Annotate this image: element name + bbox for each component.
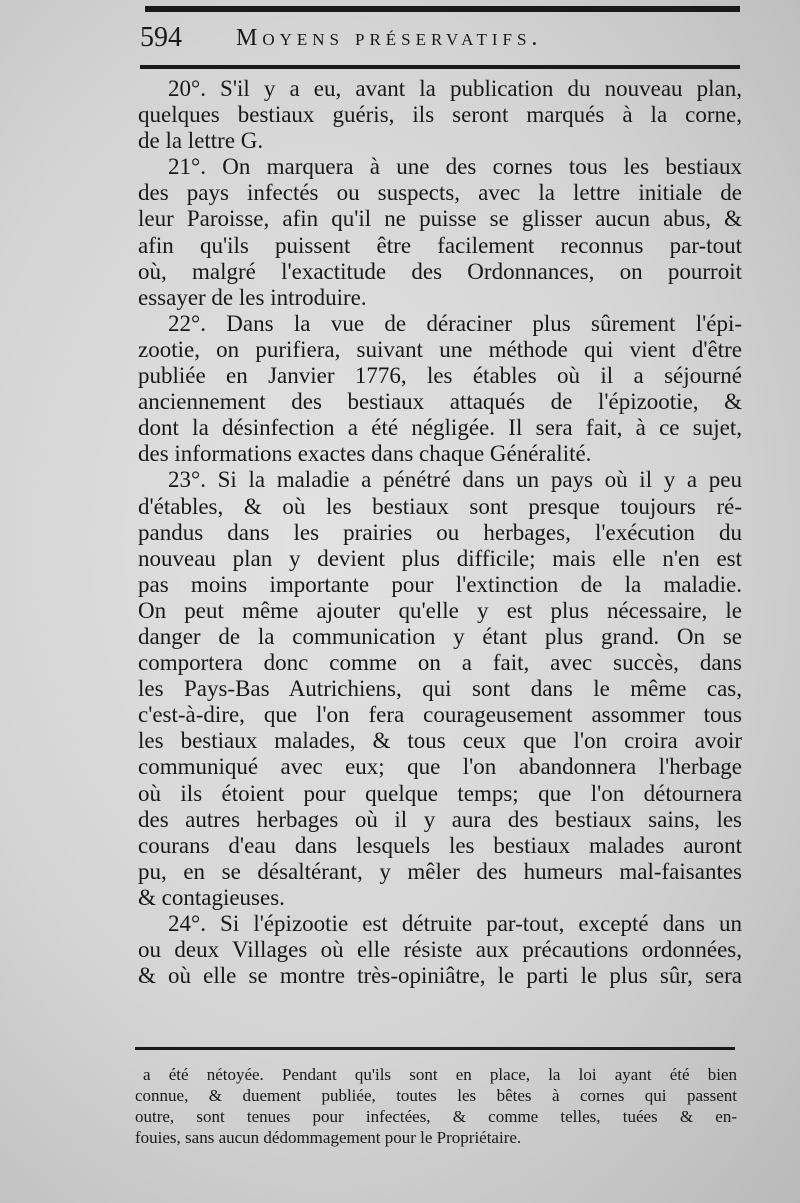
text-line: communiqué avec eux; que l'on abandonnera l'herbage — [138, 754, 742, 780]
text-line: pu, en se désaltérant, y mêler des humeurs mal-faisantes — [138, 858, 742, 884]
text-line: & où elle se montre très-opiniâtre, le parti le plus sûr, sera — [138, 963, 742, 989]
text-line: leur Paroisse, afin qu'il ne puisse se glisser aucun abus, & — [138, 206, 742, 232]
main-text — [138, 76, 742, 989]
text-line: 21°. On marquera à une des cornes tous les bestiaux — [168, 154, 742, 180]
text-line: les bestiaux malades, & tous ceux que l'on croira avoir — [138, 728, 742, 754]
text-line: danger de la communication y étant plus grand. On se — [138, 623, 742, 649]
text-line: de la lettre G. — [138, 128, 264, 154]
text-line: dont la désinfection a été négligée. Il sera fait, à ce sujet, — [138, 415, 742, 441]
text-line: pandus dans les prairies ou herbages, l'exécution du — [138, 519, 742, 545]
footnote-line: outre, sont tenues pour infectées, & comme telles, tuées & en- — [135, 1107, 737, 1126]
text-line: & contagieuses. — [138, 884, 285, 910]
text-line: d'étables, & où les bestiaux sont presque toujours ré- — [138, 493, 742, 519]
running-head — [140, 18, 740, 58]
paragraph — [138, 467, 742, 911]
footnote-rule — [135, 1047, 735, 1050]
text-line: 20°. S'il y a eu, avant la publication du nouveau plan, — [168, 76, 742, 101]
paragraph — [138, 154, 742, 311]
text-line: comportera donc comme on a fait, avec succès, dans — [138, 650, 742, 676]
paragraph — [138, 311, 742, 468]
footnote — [135, 1064, 737, 1148]
running-title: Moyens préservatifs. — [236, 25, 543, 51]
text-line: 22°. Dans la vue de déraciner plus sûrement l'épi- — [168, 310, 742, 336]
text-line: des autres herbages où il y aura des bestiaux sains, les — [138, 806, 742, 832]
header-rule — [140, 65, 740, 69]
text-line: où ils étoient pour quelque temps; que l'on détournera — [138, 780, 742, 806]
text-line: des pays infectés ou suspects, avec la lettre initiale de — [138, 180, 742, 206]
paragraph — [138, 76, 742, 154]
text-line: publiée en Janvier 1776, les étables où il a séjourné — [138, 363, 742, 389]
text-line: zootie, on purifiera, suivant une méthode qui vient d'être — [138, 336, 742, 362]
text-line: quelques bestiaux guéris, ils seront marqués à la corne, — [138, 102, 742, 128]
text-line: pas moins importante pour l'extinction de la maladie. — [138, 571, 742, 597]
top-border-rule — [145, 6, 740, 12]
text-line: 24°. Si l'épizootie est détruite par-tout, excepté dans un — [168, 911, 742, 936]
footnote-line: fouies, sans aucun dédommagement pour le Propriétaire. — [135, 1128, 522, 1147]
text-line: c'est-à-dire, que l'on fera courageusement assommer tous — [138, 702, 742, 728]
text-line: courans d'eau dans lesquels les bestiaux malades auront — [138, 832, 742, 858]
text-line: essayer de les introduire. — [138, 284, 367, 310]
footnote-line: a été nétoyée. Pendant qu'ils sont en place, la loi ayant été bien — [143, 1065, 737, 1084]
footnote-line: connue, & duement publiée, toutes les bêtes à cornes qui passent — [135, 1086, 737, 1105]
text-line: où, malgré l'exactitude des Ordonnances, on pourroit — [138, 258, 742, 284]
page-number: 594 — [140, 22, 182, 53]
text-line: anciennement des bestiaux attaqués de l'épizootie, & — [138, 389, 742, 415]
text-line: des informations exactes dans chaque Généralité. — [138, 441, 592, 467]
text-line: ou deux Villages où elle résiste aux précautions ordonnées, — [138, 937, 742, 963]
text-line: les Pays-Bas Autrichiens, qui sont dans le même cas, — [138, 676, 742, 702]
text-line: 23°. Si la maladie a pénétré dans un pays où il y a peu — [168, 467, 742, 493]
text-line: On peut même ajouter qu'elle y est plus nécessaire, le — [138, 597, 742, 623]
text-line: afin qu'ils puissent être facilement reconnus par-tout — [138, 232, 742, 258]
paragraph — [138, 911, 742, 989]
text-line: nouveau plan y devient plus difficile; mais elle n'en est — [138, 545, 742, 571]
